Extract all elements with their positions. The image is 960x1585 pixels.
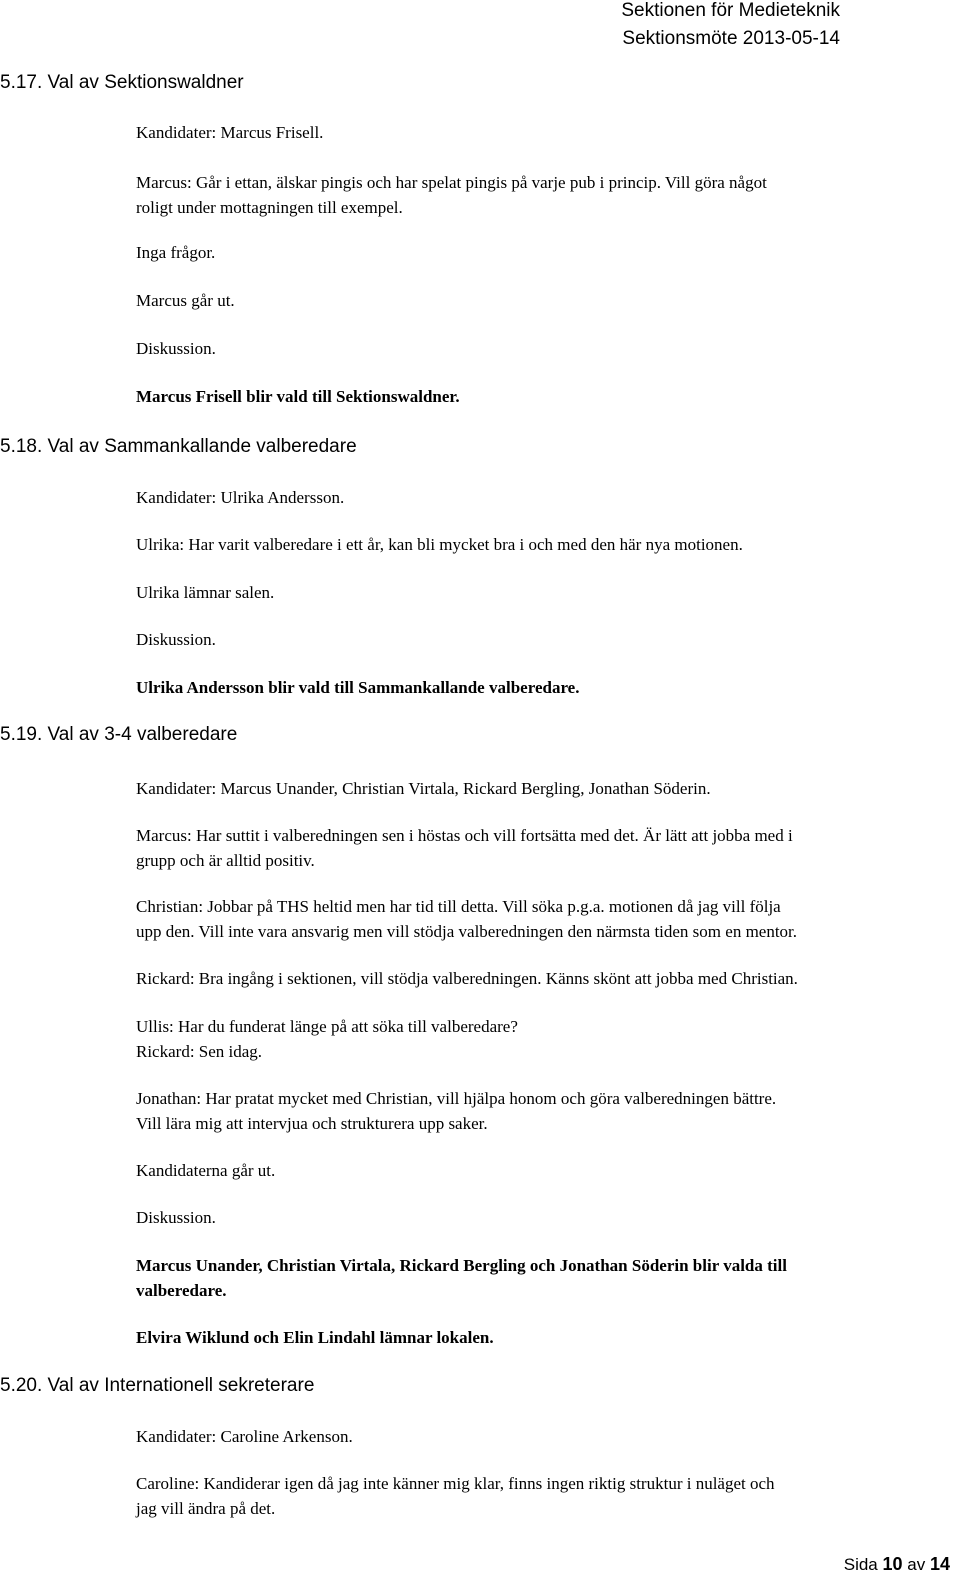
- page-separator: av: [907, 1555, 926, 1574]
- paragraph: Marcus går ut.: [136, 291, 235, 310]
- paragraph: Inga frågor.: [136, 243, 216, 262]
- paragraph: upp den. Vill inte vara ansvarig men vill stödja valberedningen den närmsta tiden som en mentor.: [136, 922, 798, 941]
- paragraph: Vill lära mig att intervjua och strukturera upp saker.: [136, 1114, 488, 1133]
- paragraph: Kandidater: Marcus Frisell.: [136, 123, 324, 142]
- paragraph: Marcus: Går i ettan, älskar pingis och har spelat pingis på varje pub i princip. Vill göra något: [136, 173, 767, 192]
- paragraph: Kandidater: Ulrika Andersson.: [136, 488, 345, 507]
- paragraph: Caroline: Kandiderar igen då jag inte känner mig klar, finns ingen riktig struktur i nuläget och: [136, 1474, 775, 1493]
- page-number: [844, 1554, 950, 1575]
- paragraph: Rickard: Bra ingång i sektionen, vill stödja valberedningen. Känns skönt att jobba med Christian.: [136, 969, 798, 988]
- paragraph: Marcus: Har suttit i valberedningen sen i höstas och vill fortsätta med det. Är lätt att jobba med i: [136, 826, 793, 845]
- paragraph: Diskussion.: [136, 339, 216, 358]
- page-prefix: Sida: [843, 1555, 878, 1574]
- paragraph: Kandidaterna går ut.: [136, 1161, 276, 1180]
- section-heading-5-20: 5.20. Val av Internationell sekreterare: [0, 1375, 315, 1396]
- paragraph: Ulrika: Har varit valberedare i ett år, kan bli mycket bra i och med den här nya motionen.: [136, 535, 743, 554]
- section-heading-5-18: 5.18. Val av Sammankallande valberedare: [0, 436, 357, 457]
- header-meeting-date: Sektionsmöte 2013-05-14: [622, 28, 840, 49]
- section-heading-5-19: 5.19. Val av 3-4 valberedare: [0, 724, 238, 745]
- total-pages: 14: [929, 1554, 950, 1574]
- paragraph: roligt under mottagningen till exempel.: [136, 198, 403, 217]
- paragraph: Jonathan: Har pratat mycket med Christian, vill hjälpa honom och göra valberedningen bättre.: [136, 1089, 777, 1108]
- decision-paragraph: Elvira Wiklund och Elin Lindahl lämnar lokalen.: [136, 1328, 494, 1347]
- decision-paragraph: Ulrika Andersson blir vald till Sammankallande valberedare.: [136, 678, 580, 697]
- paragraph: Ulrika lämnar salen.: [136, 583, 275, 602]
- decision-paragraph: Marcus Frisell blir vald till Sektionswaldner.: [136, 387, 460, 406]
- paragraph: jag vill ändra på det.: [136, 1499, 276, 1518]
- paragraph: Diskussion.: [136, 630, 216, 649]
- paragraph: Diskussion.: [136, 1208, 216, 1227]
- paragraph: Kandidater: Caroline Arkenson.: [136, 1427, 353, 1446]
- header-organization: Sektionen för Medieteknik: [621, 0, 840, 21]
- paragraph: Rickard: Sen idag.: [136, 1042, 263, 1061]
- current-page: 10: [882, 1554, 903, 1574]
- paragraph: grupp och är alltid positiv.: [136, 851, 315, 870]
- paragraph: Kandidater: Marcus Unander, Christian Virtala, Rickard Bergling, Jonathan Söderin.: [136, 779, 711, 798]
- decision-paragraph: Marcus Unander, Christian Virtala, Rickard Bergling och Jonathan Söderin blir valda till: [136, 1256, 787, 1275]
- paragraph: Ullis: Har du funderat länge på att söka till valberedare?: [136, 1017, 518, 1036]
- paragraph: Christian: Jobbar på THS heltid men har tid till detta. Vill söka p.g.a. motionen då jag vill följa: [136, 897, 781, 916]
- section-heading-5-17: 5.17. Val av Sektionswaldner: [0, 72, 244, 93]
- decision-paragraph: valberedare.: [136, 1281, 227, 1300]
